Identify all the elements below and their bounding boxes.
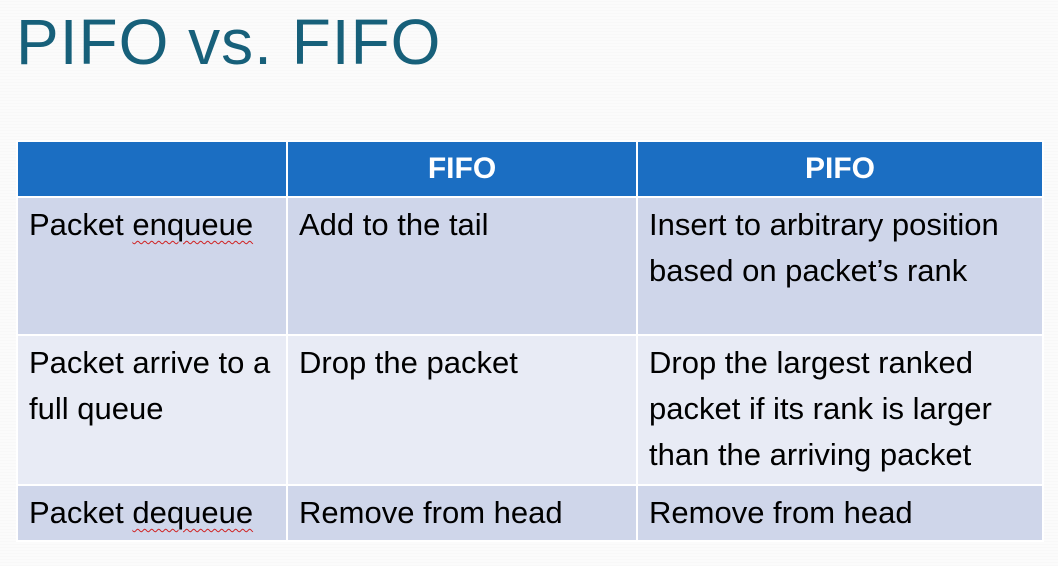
- pifo-text: Remove from head: [649, 495, 913, 530]
- header-empty-cell: [17, 141, 287, 197]
- row-label-prefix: Packet: [29, 207, 133, 242]
- table-row: [17, 485, 1043, 541]
- pifo-text: Insert to arbitrary position based on packet’s rank: [649, 207, 999, 288]
- table-header-row: [17, 141, 1043, 197]
- fifo-cell: [287, 197, 637, 335]
- slide-title: PIFO vs. FIFO: [16, 6, 442, 78]
- row-label: Packet arrive to a full queue: [29, 345, 271, 426]
- table-row: [17, 335, 1043, 485]
- pifo-text: Drop the largest ranked packet if its rank is larger than the arriving packet: [649, 345, 992, 472]
- header-pifo: PIFO: [637, 141, 1043, 197]
- pifo-cell: [637, 485, 1043, 541]
- fifo-cell: [287, 335, 637, 485]
- fifo-text: Add to the tail: [299, 207, 489, 242]
- comparison-table: [16, 140, 1044, 542]
- fifo-text: Remove from head: [299, 495, 563, 530]
- table-row: [17, 197, 1043, 335]
- pifo-cell: [637, 335, 1043, 485]
- row-label-cell: [17, 197, 287, 335]
- pifo-cell: [637, 197, 1043, 335]
- fifo-text: Drop the packet: [299, 345, 518, 380]
- row-label-prefix: Packet: [29, 495, 133, 530]
- row-label-cell: [17, 335, 287, 485]
- misspelled-word[interactable]: enqueue: [132, 207, 254, 242]
- fifo-cell: [287, 485, 637, 541]
- misspelled-word[interactable]: dequeue: [132, 495, 254, 530]
- header-fifo: FIFO: [287, 141, 637, 197]
- row-label-cell: [17, 485, 287, 541]
